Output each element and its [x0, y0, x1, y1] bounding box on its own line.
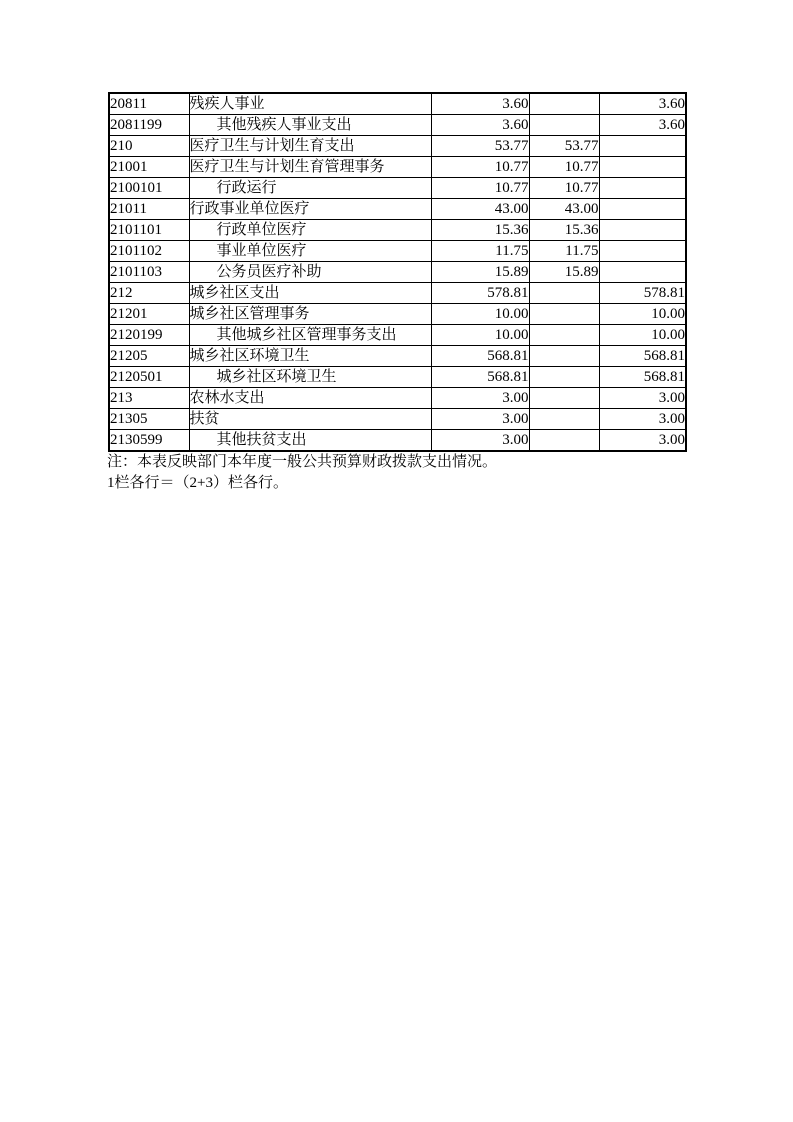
value-cell: 3.00 [599, 409, 686, 430]
value-cell: 10.00 [599, 325, 686, 346]
value-cell: 3.00 [599, 388, 686, 409]
code-cell: 21305 [109, 409, 189, 430]
code-cell: 213 [109, 388, 189, 409]
name-cell: 其他残疾人事业支出 [189, 115, 431, 136]
table-row [109, 157, 686, 178]
code-cell: 2100101 [109, 178, 189, 199]
footnote-line-2: 1栏各行＝（2+3）栏各行。 [107, 475, 288, 491]
table-row [109, 220, 686, 241]
value-cell: 10.00 [431, 304, 529, 325]
name-cell: 公务员医疗补助 [189, 262, 431, 283]
name-cell: 行政运行 [189, 178, 431, 199]
value-cell: 3.60 [431, 93, 529, 115]
code-cell: 2101101 [109, 220, 189, 241]
table-row [109, 388, 686, 409]
code-cell: 21001 [109, 157, 189, 178]
value-cell [599, 199, 686, 220]
value-cell [599, 220, 686, 241]
table-row [109, 325, 686, 346]
code-cell: 21011 [109, 199, 189, 220]
value-cell: 568.81 [431, 346, 529, 367]
value-cell: 15.36 [529, 220, 599, 241]
table-row [109, 178, 686, 199]
value-cell: 578.81 [431, 283, 529, 304]
value-cell: 10.77 [431, 178, 529, 199]
name-cell: 农林水支出 [189, 388, 431, 409]
value-cell [529, 388, 599, 409]
name-cell: 残疾人事业 [189, 93, 431, 115]
value-cell: 568.81 [599, 346, 686, 367]
table-row [109, 430, 686, 452]
name-cell: 其他扶贫支出 [189, 430, 431, 452]
value-cell [529, 430, 599, 452]
value-cell: 568.81 [431, 367, 529, 388]
name-cell: 城乡社区环境卫生 [189, 346, 431, 367]
value-cell: 3.00 [599, 430, 686, 452]
table-row [109, 367, 686, 388]
value-cell [599, 157, 686, 178]
code-cell: 212 [109, 283, 189, 304]
value-cell: 10.00 [599, 304, 686, 325]
name-cell: 医疗卫生与计划生育管理事务 [189, 157, 431, 178]
value-cell [529, 283, 599, 304]
value-cell: 43.00 [529, 199, 599, 220]
value-cell [599, 241, 686, 262]
value-cell [529, 409, 599, 430]
value-cell: 11.75 [529, 241, 599, 262]
value-cell: 10.77 [529, 178, 599, 199]
value-cell [599, 262, 686, 283]
footnote-line-1: 注：本表反映部门本年度一般公共预算财政拨款支出情况。 [107, 454, 498, 470]
code-cell: 2081199 [109, 115, 189, 136]
value-cell [529, 115, 599, 136]
name-cell: 城乡社区支出 [189, 283, 431, 304]
value-cell: 15.89 [431, 262, 529, 283]
value-cell: 10.77 [529, 157, 599, 178]
value-cell: 3.00 [431, 430, 529, 452]
value-cell [529, 93, 599, 115]
name-cell: 扶贫 [189, 409, 431, 430]
table-row [109, 304, 686, 325]
name-cell: 其他城乡社区管理事务支出 [189, 325, 431, 346]
code-cell: 2101102 [109, 241, 189, 262]
value-cell: 15.36 [431, 220, 529, 241]
table-footnotes [107, 452, 497, 494]
budget-table-body [109, 93, 686, 451]
code-cell: 21205 [109, 346, 189, 367]
name-cell: 行政单位医疗 [189, 220, 431, 241]
code-cell: 2120199 [109, 325, 189, 346]
name-cell: 行政事业单位医疗 [189, 199, 431, 220]
value-cell: 3.00 [431, 409, 529, 430]
table-row [109, 115, 686, 136]
code-cell: 21201 [109, 304, 189, 325]
value-cell: 43.00 [431, 199, 529, 220]
value-cell: 568.81 [599, 367, 686, 388]
code-cell: 20811 [109, 93, 189, 115]
table-row [109, 283, 686, 304]
table-row [109, 136, 686, 157]
table-row [109, 262, 686, 283]
budget-expenditure-table [108, 92, 687, 452]
code-cell: 2101103 [109, 262, 189, 283]
value-cell [599, 178, 686, 199]
value-cell: 3.60 [431, 115, 529, 136]
value-cell: 10.77 [431, 157, 529, 178]
code-cell: 2120501 [109, 367, 189, 388]
name-cell: 事业单位医疗 [189, 241, 431, 262]
value-cell: 3.00 [431, 388, 529, 409]
table-row [109, 199, 686, 220]
name-cell: 医疗卫生与计划生育支出 [189, 136, 431, 157]
name-cell: 城乡社区管理事务 [189, 304, 431, 325]
table-row [109, 409, 686, 430]
value-cell: 3.60 [599, 93, 686, 115]
value-cell [529, 325, 599, 346]
value-cell: 53.77 [431, 136, 529, 157]
table-row [109, 93, 686, 115]
table-row [109, 346, 686, 367]
value-cell [529, 346, 599, 367]
value-cell: 15.89 [529, 262, 599, 283]
value-cell: 11.75 [431, 241, 529, 262]
value-cell: 578.81 [599, 283, 686, 304]
value-cell [529, 304, 599, 325]
value-cell: 53.77 [529, 136, 599, 157]
value-cell: 10.00 [431, 325, 529, 346]
name-cell: 城乡社区环境卫生 [189, 367, 431, 388]
value-cell [529, 367, 599, 388]
value-cell [599, 136, 686, 157]
code-cell: 210 [109, 136, 189, 157]
table-row [109, 241, 686, 262]
value-cell: 3.60 [599, 115, 686, 136]
code-cell: 2130599 [109, 430, 189, 452]
